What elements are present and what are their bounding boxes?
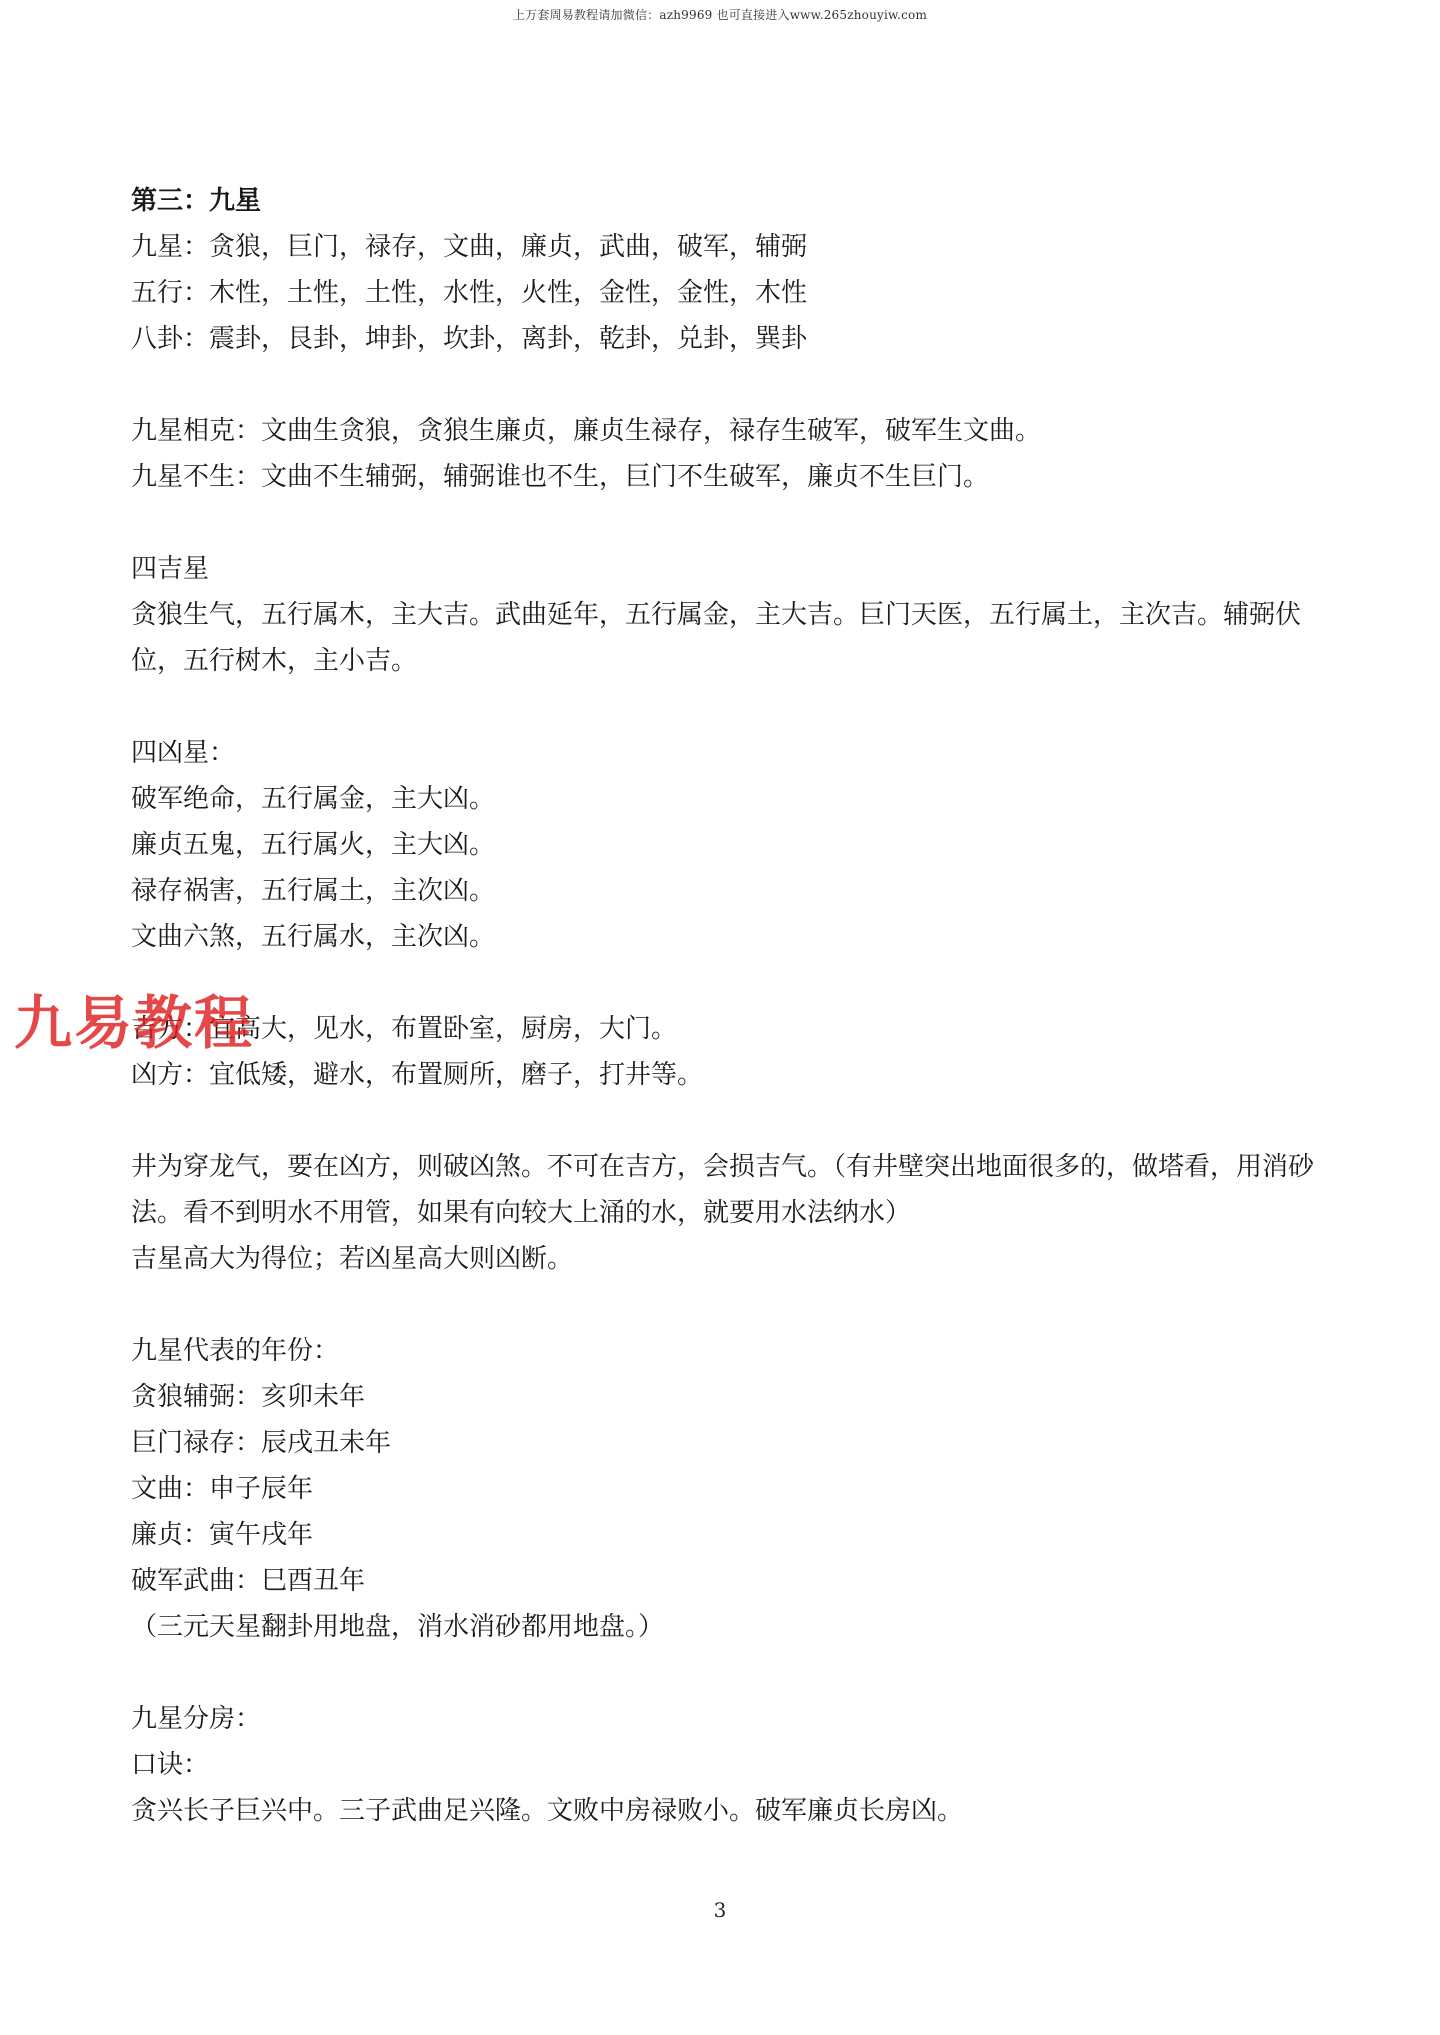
star-years-heading: 九星代表的年份： bbox=[131, 1336, 340, 1366]
page-header-banner: 上万套周易教程请加微信：azh9969 也可直接进入www.265zhouyiw.com bbox=[512, 8, 928, 22]
page-number: 3 bbox=[713, 1898, 727, 1922]
inauspicious-direction-line: 凶方：宜低矮，避水，布置厕所，磨子，打井等。 bbox=[131, 1060, 704, 1090]
four-auspicious-heading: 四吉星 bbox=[131, 554, 210, 584]
paragraph-gap bbox=[131, 362, 1321, 408]
document-body bbox=[131, 178, 1321, 1834]
paragraph-gap bbox=[131, 684, 1321, 730]
paragraph-gap bbox=[131, 1650, 1321, 1696]
inauspicious-item: 破军绝命，五行属金，主大凶。 bbox=[131, 784, 496, 814]
paragraph-gap bbox=[131, 1098, 1321, 1144]
four-inauspicious-heading: 四凶星： bbox=[131, 738, 236, 768]
star-years-item: 破军武曲：巳酉丑年 bbox=[131, 1566, 366, 1596]
stars-not-generating-line: 九星不生：文曲不生辅弼，辅弼谁也不生，巨门不生破军，廉贞不生巨门。 bbox=[131, 462, 990, 492]
four-auspicious-text: 贪狼生气，五行属木，主大吉。武曲延年，五行属金，主大吉。巨门天医，五行属土，主次吉。辅弼伏位，五行树木，主小吉。 bbox=[131, 600, 1302, 676]
star-years-item: 廉贞：寅午戌年 bbox=[131, 1520, 314, 1550]
watermark-logo: 九易教程 bbox=[14, 989, 255, 1057]
star-years-item: 巨门禄存：辰戌丑未年 bbox=[131, 1428, 392, 1458]
star-years-note: （三元天星翻卦用地盘，消水消砂都用地盘。） bbox=[131, 1612, 665, 1642]
mnemonic-text: 贪兴长子巨兴中。三子武曲足兴隆。文败中房禄败小。破军廉贞长房凶。 bbox=[131, 1796, 964, 1826]
star-height-line: 吉星高大为得位；若凶星高大则凶断。 bbox=[131, 1244, 574, 1274]
auspicious-direction-line: 吉方：宜高大，见水，布置卧室，厨房，大门。 bbox=[131, 1014, 678, 1044]
star-years-item: 文曲：申子辰年 bbox=[131, 1474, 314, 1504]
trigrams-line: 八卦：震卦，艮卦，坤卦，坎卦，离卦，乾卦，兑卦，巽卦 bbox=[131, 324, 808, 354]
paragraph-gap bbox=[131, 1282, 1321, 1328]
inauspicious-item: 文曲六煞，五行属水，主次凶。 bbox=[131, 922, 496, 952]
well-paragraph: 井为穿龙气，要在凶方，则破凶煞。不可在吉方，会损吉气。（有井壁突出地面很多的，做塔看，用消砂法。看不到明水不用管，如果有向较大上涌的水，就要用水法纳水） bbox=[131, 1152, 1315, 1228]
star-years-item: 贪狼辅弼：亥卯未年 bbox=[131, 1382, 366, 1412]
star-houses-heading: 九星分房： bbox=[131, 1704, 262, 1734]
nine-stars-line: 九星：贪狼，巨门，禄存，文曲，廉贞，武曲，破军，辅弼 bbox=[131, 232, 808, 262]
inauspicious-item: 禄存祸害，五行属土，主次凶。 bbox=[131, 876, 496, 906]
paragraph-gap bbox=[131, 500, 1321, 546]
five-elements-line: 五行：木性，土性，土性，水性，火性，金性，金性，木性 bbox=[131, 278, 808, 308]
paragraph-gap bbox=[131, 960, 1321, 1006]
inauspicious-item: 廉贞五鬼，五行属火，主大凶。 bbox=[131, 830, 496, 860]
mnemonic-label: 口诀： bbox=[131, 1750, 210, 1780]
section-heading: 第三：九星 bbox=[131, 186, 262, 216]
stars-conflict-line: 九星相克：文曲生贪狼，贪狼生廉贞，廉贞生禄存，禄存生破军，破军生文曲。 bbox=[131, 416, 1042, 446]
